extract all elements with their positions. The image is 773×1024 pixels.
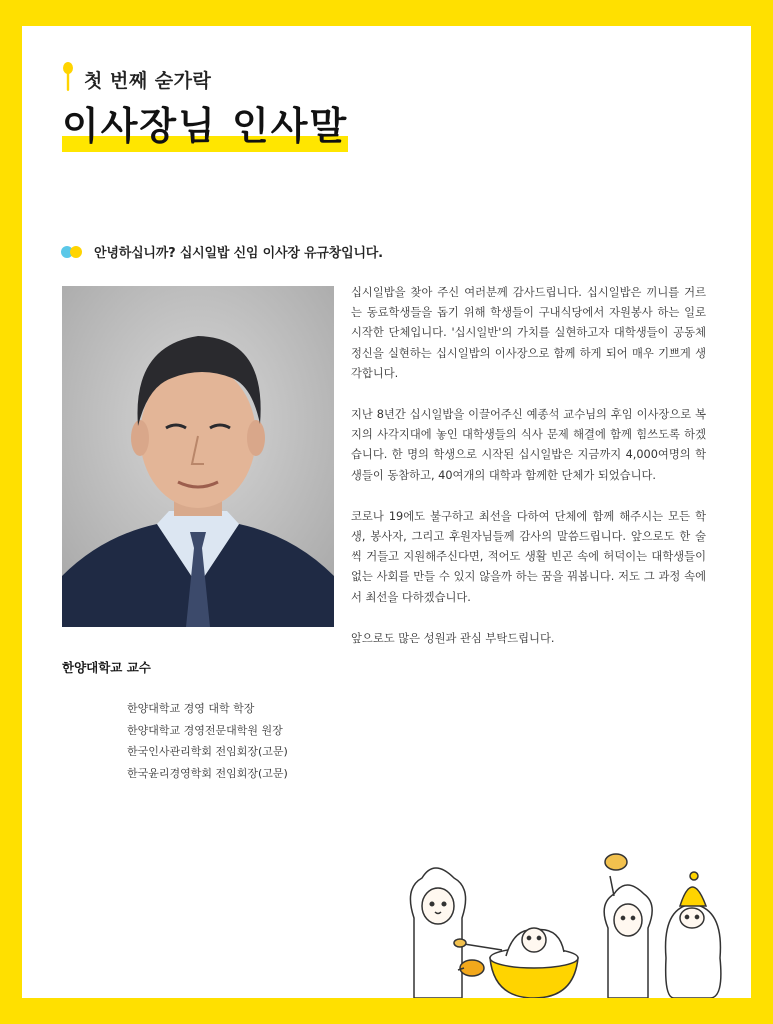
profile-title: 한양대학교 교수 (62, 660, 151, 675)
message-paragraph: 십시일밥을 찾아 주신 여러분께 감사드립니다. 십시일밥은 끼니를 거르는 동료학생들을 돕기 위해 학생들이 구내식당에서 자원봉사 하는 일로 시작한 단체입니다. '십시일반'의 가치를 실현하고자 대학생들이 공동체 정신을 실현하는 십시일밥의 이사장으로 함께 하게 되어 매우 기쁘게 생각합니다. (351, 286, 706, 380)
message-paragraph: 코로나 19에도 불구하고 최선을 다하여 단체에 함께 해주시는 모든 학생, 봉사자, 그리고 후원자님들께 감사의 말씀드립니다. 앞으로도 한 술 씩 거들고 지원해주신다면, 적어도 생활 빈곤 속에 허덕이는 대학생들이 없는 사회를 만들 수 있지 않을까 하는 꿈을 꿔봅니다. 저도 그 과정 속에서 최선을 다하겠습니다. (351, 509, 706, 604)
message-paragraph: 앞으로도 많은 성원과 관심 부탁드립니다. (351, 631, 555, 645)
alpaca-illustration (394, 848, 734, 998)
dots-icon (60, 245, 84, 259)
greeting-page (22, 26, 751, 998)
credential-item: 한양대학교 경영 대학 학장 (127, 702, 255, 715)
greeting-message (351, 283, 706, 670)
credential-item: 한국인사관리학회 전임회장(고문) (127, 745, 288, 758)
credential-item: 한양대학교 경영전문대학원 원장 (127, 723, 283, 737)
credentials-list (127, 698, 288, 784)
credential-item: 한국윤리경영학회 전임회장(고문) (127, 766, 288, 780)
section-kicker: 첫 번째 숟가락 (84, 70, 212, 92)
page-title: 이사장님 인사말 (62, 104, 349, 148)
portrait-photo (62, 286, 334, 627)
greeting-heading: 안녕하십니까? 십시일밥 신임 이사장 유규창입니다. (94, 246, 383, 261)
message-paragraph: 지난 8년간 십시일밥을 이끌어주신 예종석 교수님의 후임 이사장으로 복지의 사각지대에 놓인 대학생들의 식사 문제 해결에 함께 힘쓰도록 하겠습니다. 한 명의 학생으로 시작된 십시일밥은 지금까지 4,000여명의 학생들이 동참하고, 40여개의 대학과 함께한 단체가 되었습니다. (351, 408, 706, 482)
title-block (62, 102, 348, 150)
spoon-icon (62, 62, 74, 92)
